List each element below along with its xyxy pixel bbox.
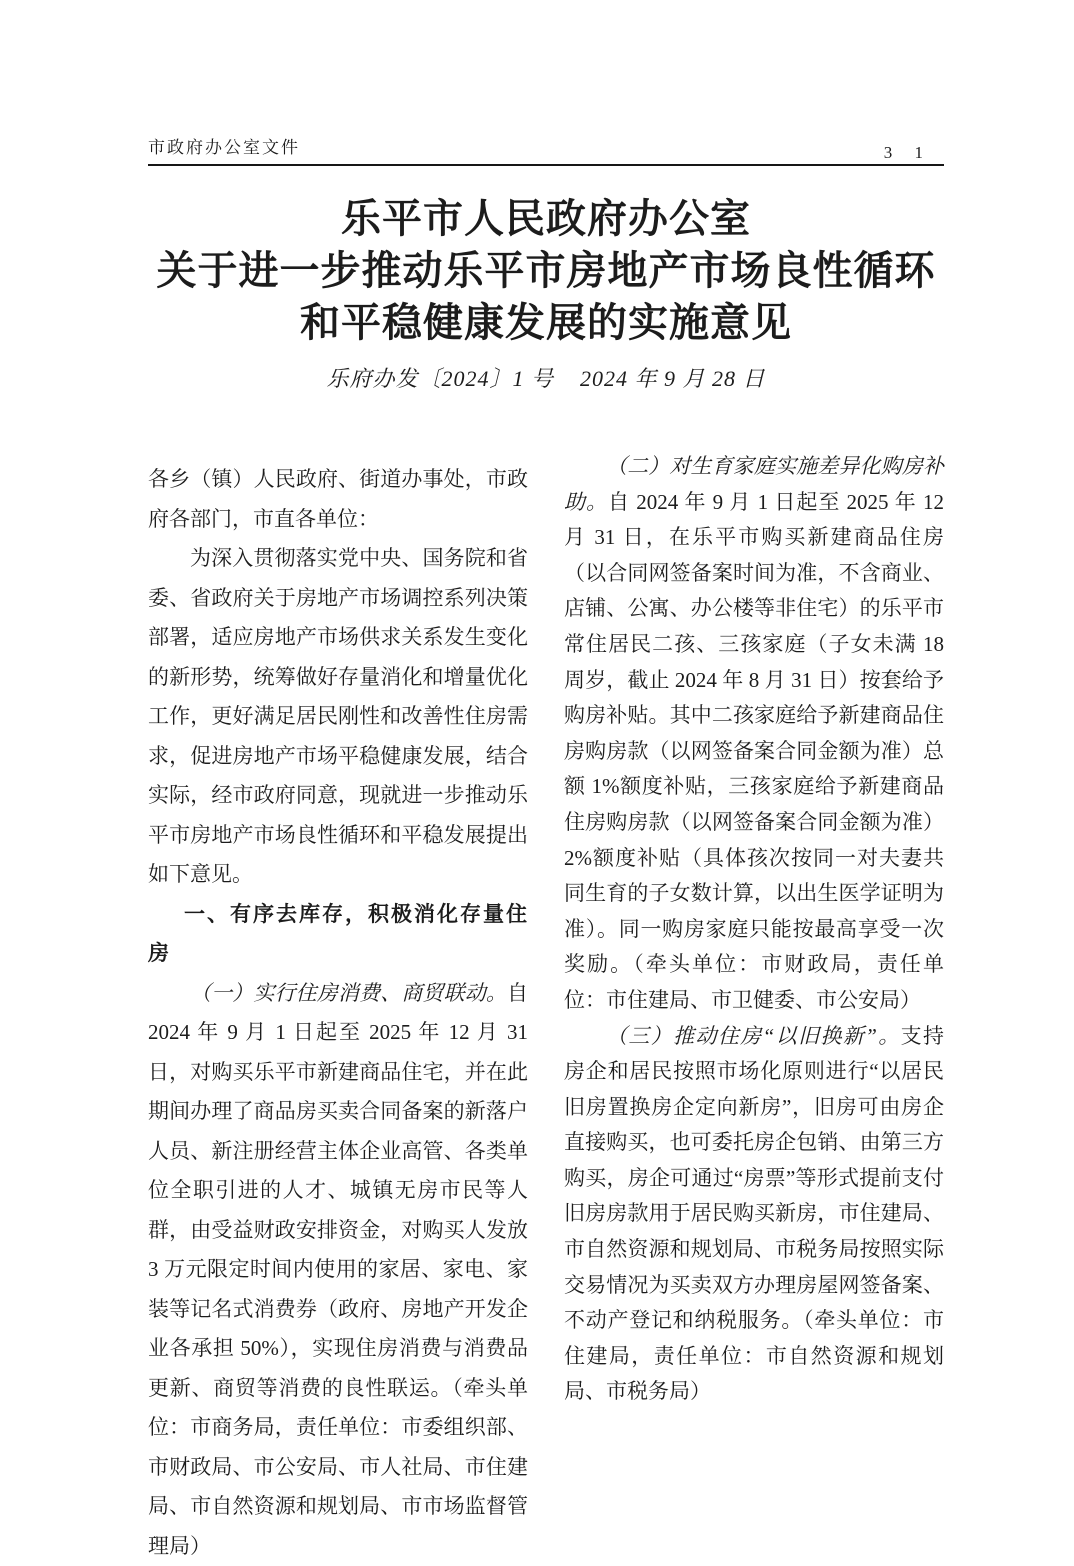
doc-number: 乐府办发〔2024〕1 号: [326, 366, 554, 391]
salutation-paragraph: 各乡（镇）人民政府、街道办事处，市政府各部门，市直各单位：: [148, 460, 528, 539]
title-line-1: 乐平市人民政府办公室: [148, 193, 944, 245]
item-1-lead: （一）实行住房消费、商贸联动。: [190, 981, 507, 1005]
title-line-2: 关于进一步推动乐平市房地产市场良性循环: [148, 245, 944, 297]
item-3-lead: （三）推动住房“以旧换新”。: [606, 1024, 901, 1048]
item-1-body: 自 2024 年 9 月 1 日起至 2025 年 12 月 31 日，对购买乐平市新建商品住宅，并在此期间办理了商品房买卖合同备案的新落户人员、新注册经营主体企业高管、各类单位全职引进的人才、城镇无房市民等人群，由受益财政安排资金，对购买人发放 3 万元限定时间内使用的家居、家电、家装等记名式消费券（政府、房地产开发企业各承担 50%），实现住房消费与消费品更新、商贸等消费的良性联运。（牵头单位：市商务局，责任单位：市委组织部、市财政局、市公安局、市人社局、市住建局、市自然资源和规划局、市市场监督管理局）: [148, 981, 528, 1558]
title-line-3: 和平稳健康发展的实施意见: [148, 297, 944, 349]
item-2-lead: （二）对生育家庭实施差异化购房补助。: [564, 454, 944, 514]
item-2-body: 自 2024 年 9 月 1 日起至 2025 年 12 月 31 日，在乐平市购买新建商品住房（以合同网签备案时间为准，不含商业、店铺、公寓、办公楼等非住宅）的乐平市常住居民二孩、三孩家庭（子女未满 18 周岁，截止 2024 年 8 月 31 日）按套给予购房补贴。其中二孩家庭给予新建商品住房购房款（以网签备案合同金额为准）总额 1%额度补贴，三孩家庭给予新建商品住房购房款（以网签备案合同金额为准）2%额度补贴（具体孩次按同一对夫妻共同生育的子女数计算，以出生医学证明为准）。同一购房家庭只能按最高享受一次奖励。（牵头单位：市财政局，责任单位：市住建局、市卫健委、市公安局）: [564, 490, 944, 1012]
left-column: [148, 460, 528, 1566]
doc-meta-line: [148, 362, 944, 393]
intro-paragraph: 为深入贯彻落实党中央、国务院和省委、省政府关于房地产市场调控系列决策部署，适应房地产市场供求关系发生变化的新形势，统筹做好存量消化和增量优化工作，更好满足居民刚性和改善性住房需求，促进房地产市场平稳健康发展，结合实际，经市政府同意，现就进一步推动乐平市房地产市场良性循环和平稳发展提出如下意见。: [148, 539, 528, 895]
page-number: 3 1: [884, 143, 932, 163]
header-divider: [148, 164, 944, 166]
document-title: [148, 193, 944, 349]
body-columns: [148, 460, 944, 1566]
page-header: [148, 0, 944, 164]
item-1-paragraph: [148, 974, 528, 1566]
doc-type-label: 市政府办公室文件: [148, 133, 300, 158]
section-1-heading: 一、有序去库存，积极消化存量住房: [148, 895, 528, 974]
item-3-paragraph: [564, 1019, 944, 1411]
doc-date: 2024 年 9 月 28 日: [580, 366, 766, 391]
right-column: [564, 449, 944, 1566]
item-3-body: 支持房企和居民按照市场化原则进行“以居民旧房置换房企定向新房”，旧房可由房企直接购买，也可委托房企包销、由第三方购买，房企可通过“房票”等形式提前支付旧房房款用于居民购买新房，市住建局、市自然资源和规划局、市税务局按照实际交易情况为买卖双方办理房屋网签备案、不动产登记和纳税服务。（牵头单位：市住建局，责任单位：市自然资源和规划局、市税务局）: [564, 1024, 944, 1404]
document-page: [148, 0, 944, 1566]
item-2-paragraph: [564, 449, 944, 1019]
